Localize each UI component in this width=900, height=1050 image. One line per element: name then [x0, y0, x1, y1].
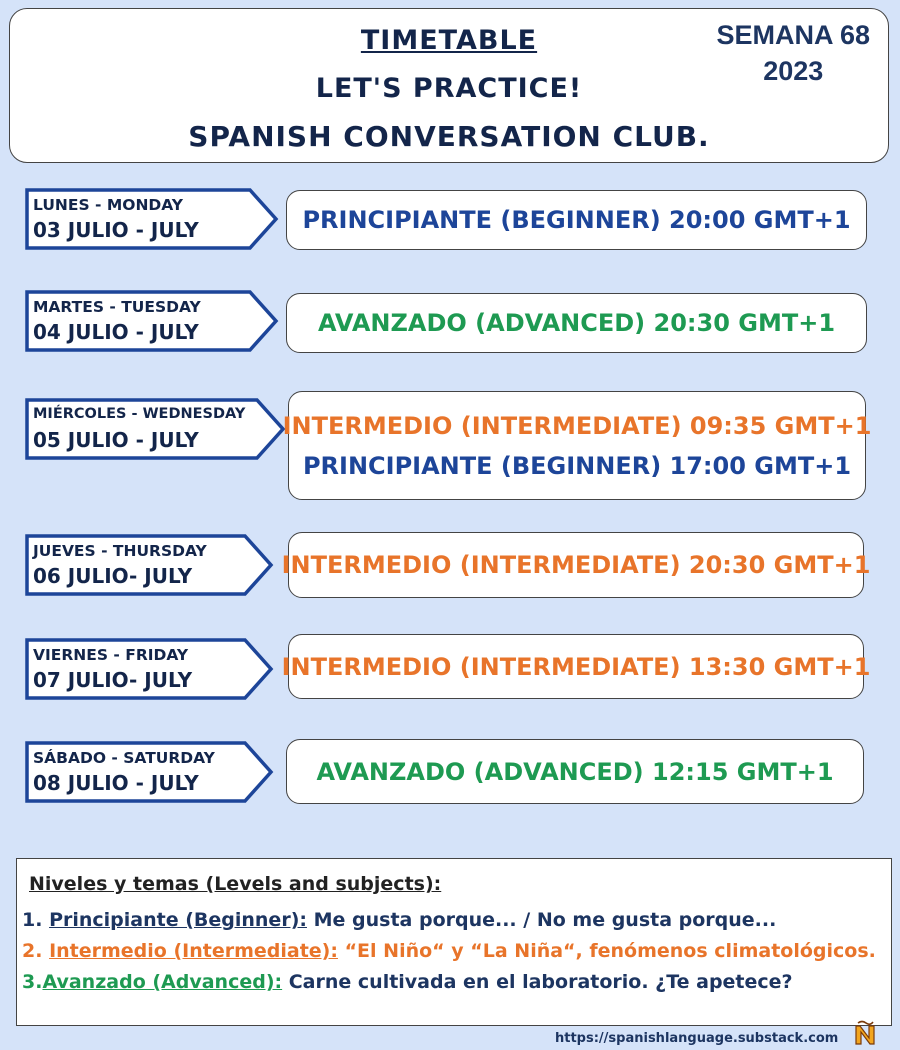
footer-link[interactable]: https://spanishlanguage.substack.com: [555, 1031, 839, 1046]
date-label: 07 JULIO- JULY: [33, 668, 193, 692]
day-tag-thursday: [25, 534, 280, 596]
day-label: LUNES - MONDAY: [33, 196, 184, 214]
day-tag-friday: [25, 638, 280, 700]
session-box-friday: [281, 634, 871, 699]
date-label: 04 JULIO - JULY: [33, 320, 199, 344]
day-label: MARTES - TUESDAY: [33, 298, 201, 316]
header-card: [9, 8, 889, 163]
week-label: [716, 17, 870, 89]
day-tag-monday: [25, 188, 280, 250]
legend-number: 3.: [22, 971, 43, 993]
legend-level: Intermedio (Intermediate):: [49, 940, 338, 962]
week-number: SEMANA 68: [716, 20, 870, 50]
day-label: MIÉRCOLES - WEDNESDAY: [33, 406, 246, 422]
legend-item-advanced: [22, 971, 793, 993]
day-label: SÁBADO - SATURDAY: [33, 749, 215, 767]
legend-level: Avanzado (Advanced):: [42, 971, 283, 993]
day-tag-tuesday: [25, 290, 280, 352]
day-label: JUEVES - THURSDAY: [33, 542, 207, 560]
page-title: TIMETABLE: [360, 25, 538, 56]
date-label: 06 JULIO- JULY: [33, 564, 193, 588]
session-box-saturday: [286, 739, 864, 804]
n-logo-icon: [852, 1020, 878, 1046]
session-text: AVANZADO (ADVANCED) 20:30 GMT+1: [317, 309, 836, 337]
legend-item-intermediate: [22, 940, 876, 962]
session-box-monday: [286, 190, 867, 250]
page-subtitle-club: SPANISH CONVERSATION CLUB.: [188, 120, 710, 153]
session-text: INTERMEDIO (INTERMEDIATE) 20:30 GMT+1: [281, 551, 871, 579]
week-year: 2023: [763, 56, 824, 86]
legend-topic: Me gusta porque... / No me gusta porque...: [306, 909, 777, 931]
session-text: INTERMEDIO (INTERMEDIATE) 13:30 GMT+1: [281, 652, 871, 681]
day-tag-saturday: [25, 741, 280, 803]
legend-topic: Carne cultivada en el laboratorio. ¿Te apetece?: [282, 971, 793, 993]
legend-number: 2.: [22, 940, 50, 962]
legend-title: Niveles y temas (Levels and subjects):: [29, 873, 442, 895]
date-label: 05 JULIO - JULY: [33, 428, 199, 452]
date-label: 08 JULIO - JULY: [33, 771, 199, 795]
session-box-thursday: [281, 532, 871, 598]
session-text: AVANZADO (ADVANCED) 12:15 GMT+1: [316, 757, 834, 786]
day-label: VIERNES - FRIDAY: [33, 646, 189, 664]
session-text: PRINCIPIANTE (BEGINNER) 17:00 GMT+1: [302, 451, 852, 480]
page-subtitle-practice: LET'S PRACTICE!: [315, 73, 583, 104]
session-text: PRINCIPIANTE (BEGINNER) 20:00 GMT+1: [302, 206, 851, 234]
session-box-wednesday: [282, 391, 872, 500]
date-label: 03 JULIO - JULY: [33, 218, 199, 242]
session-box-tuesday: [286, 293, 867, 353]
legend-topic: “El Niño“ y “La Niña“, fenómenos climatológicos.: [337, 940, 876, 962]
day-tag-wednesday: [25, 398, 280, 460]
legend-box: [16, 858, 892, 1026]
session-text: INTERMEDIO (INTERMEDIATE) 09:35 GMT+1: [282, 411, 872, 440]
legend-item-beginner: [22, 909, 776, 931]
legend-level: Principiante (Beginner):: [49, 909, 307, 931]
legend-number: 1.: [22, 909, 50, 931]
